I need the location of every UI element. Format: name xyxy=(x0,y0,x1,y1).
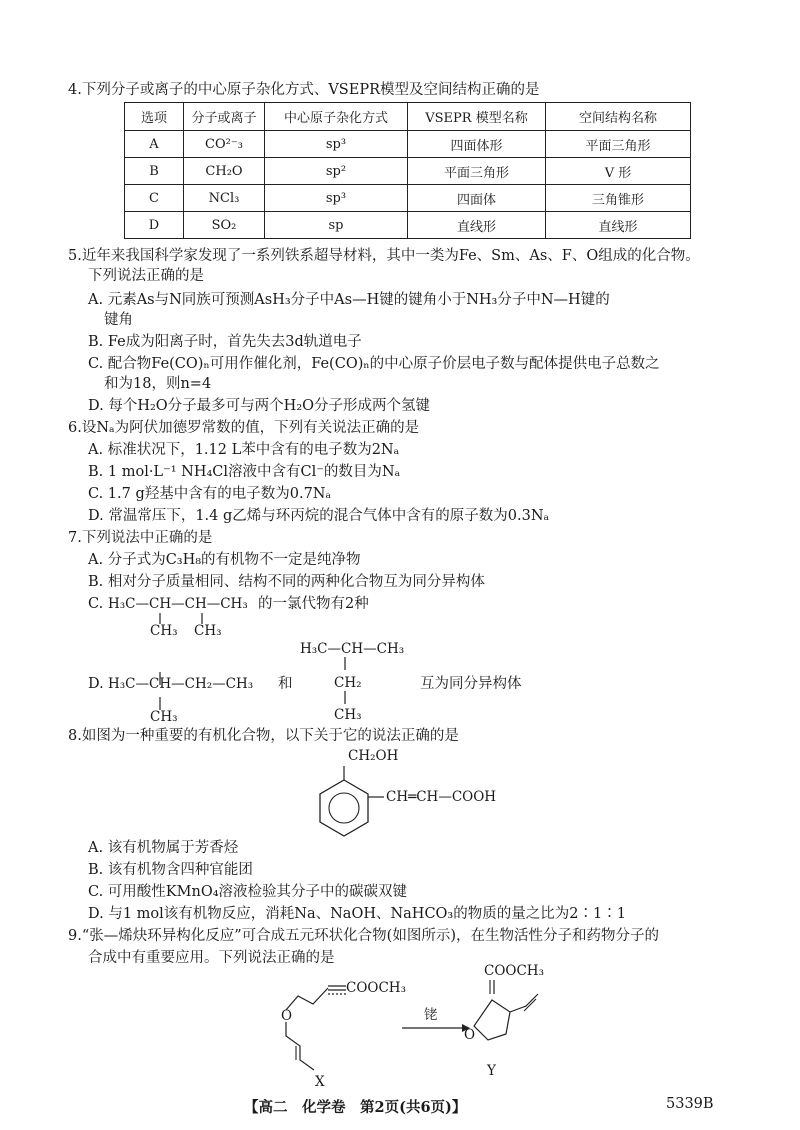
table-cell: 三角锥形 xyxy=(546,185,691,212)
q9-stem: 9.“张—烯炔环异构化反应”可合成五元环状化合物(如图所示)，在生物活性分子和药物分子的 xyxy=(68,928,659,944)
q5-option-a-cont: 键角 xyxy=(104,312,133,328)
q7-d-right-top: H₃C—CH—CH₃ xyxy=(300,641,405,657)
q5-stem-cont: 下列说法正确的是 xyxy=(88,268,204,284)
table-cell: B xyxy=(125,158,184,185)
table-header: 中心原子杂化方式 xyxy=(265,103,408,131)
q7-c-structure-chain: H₃C—CH—CH—CH₃ xyxy=(108,596,248,612)
table-cell: NCl₃ xyxy=(184,185,265,212)
q5-option-d: D. 每个H₂O分子最多可与两个H₂O分子形成两个氢键 xyxy=(88,398,431,414)
q6-option-a: A. 标准状况下，1.12 L苯中含有的电子数为2Nₐ xyxy=(88,442,400,458)
exam-code: 5339B xyxy=(666,1096,714,1112)
q9-y-oxygen: O xyxy=(464,1027,476,1043)
q7-c-substituent-2: CH₃ xyxy=(194,623,222,639)
q8-ch2oh-group: CH₂OH xyxy=(348,748,399,764)
q6-stem: 6.设Nₐ为阿伏加德罗常数的值，下列有关说法正确的是 xyxy=(68,420,420,436)
q7-option-d-label: D. xyxy=(88,676,104,692)
table-cell: CH₂O xyxy=(184,158,265,185)
q7-d-right-bottom: CH₃ xyxy=(334,707,362,723)
table-cell: 直线形 xyxy=(408,212,546,239)
table-cell: sp xyxy=(265,212,408,239)
q8-option-b: B. 该有机物含四种官能团 xyxy=(88,862,253,878)
q7-stem: 7.下列说法中正确的是 xyxy=(68,530,213,546)
q7-option-a: A. 分子式为C₃H₈的有机物不一定是纯净物 xyxy=(88,552,361,568)
q7-option-b: B. 相对分子质量相同、结构不同的两种化合物互为同分异构体 xyxy=(88,574,485,590)
page-footer: 【高二 化学卷 第2页(共6页)】 xyxy=(244,1099,467,1116)
table-cell: C xyxy=(125,185,184,212)
table-cell: SO₂ xyxy=(184,212,265,239)
table-cell: sp³ xyxy=(265,131,408,158)
q8-option-d: D. 与1 mol该有机物反应，消耗Na、NaOH、NaHCO₃的物质的量之比为2∶1∶1 xyxy=(88,906,626,922)
q8-stem: 8.如图为一种重要的有机化合物，以下关于它的说法正确的是 xyxy=(68,728,459,744)
table-cell: sp² xyxy=(265,158,408,185)
q7-c-substituent-1: CH₃ xyxy=(150,623,178,639)
q9-x-ester-group: COOCH₃ xyxy=(346,980,406,996)
q5-option-a: A. 元素As与N同族可预测AsH₃分子中As—H键的键角小于NH₃分子中N—H键的 xyxy=(88,292,610,308)
table-cell: 直线形 xyxy=(546,212,691,239)
table-cell: sp³ xyxy=(265,185,408,212)
q7-d-left-chain: H₃C—CH—CH₂—CH₃ xyxy=(108,676,254,692)
table-cell: D xyxy=(125,212,184,239)
q6-option-b: B. 1 mol·L⁻¹ NH₄Cl溶液中含有Cl⁻的数目为Nₐ xyxy=(88,464,401,480)
q7-d-and: 和 xyxy=(278,676,293,692)
q8-option-c: C. 可用酸性KMnO₄溶液检验其分子中的碳碳双键 xyxy=(88,884,408,900)
q8-option-a: A. 该有机物属于芳香烃 xyxy=(88,840,239,856)
q5-stem: 5.近年来我国科学家发现了一系列铁系超导材料，其中一类为Fe、Sm、As、F、O组成的化合物。 xyxy=(68,248,700,264)
q9-y-label: Y xyxy=(487,1063,496,1079)
table-cell: CO²⁻₃ xyxy=(184,131,265,158)
q9-catalyst: 铑 xyxy=(424,1007,438,1023)
table-cell: A xyxy=(125,131,184,158)
table-header: 选项 xyxy=(125,103,184,131)
q4-stem: 4.下列分子或离子的中心原子杂化方式、VSEPR模型及空间结构正确的是 xyxy=(68,82,540,98)
q8-side-chain: CH═CH—COOH xyxy=(386,789,497,805)
table-cell: 平面三角形 xyxy=(546,131,691,158)
q9-x-oxygen: O xyxy=(281,1008,293,1024)
table-header: 分子或离子 xyxy=(184,103,265,131)
q7-option-c-label: C. xyxy=(88,596,104,612)
table-header: 空间结构名称 xyxy=(546,103,691,131)
table-cell: 四面体形 xyxy=(408,131,546,158)
table-cell: 平面三角形 xyxy=(408,158,546,185)
q7-option-d-text: 互为同分异构体 xyxy=(420,676,522,692)
q9-y-ester-group: COOCH₃ xyxy=(484,963,544,979)
table-header: VSEPR 模型名称 xyxy=(408,103,546,131)
q7-d-left-substituent: CH₃ xyxy=(150,709,178,725)
q6-option-c: C. 1.7 g羟基中含有的电子数为0.7Nₐ xyxy=(88,486,332,502)
q9-x-label: X xyxy=(315,1074,325,1090)
table-cell: V 形 xyxy=(546,158,691,185)
q7-option-c-text: 的一氯代物有2种 xyxy=(258,596,369,612)
q5-option-c: C. 配合物Fe(CO)ₙ可用作催化剂，Fe(CO)ₙ的中心原子价层电子数与配体提供电子总数之 xyxy=(88,356,660,372)
q9-stem-cont: 合成中有重要应用。下列说法正确的是 xyxy=(88,950,335,966)
table-cell: 四面体 xyxy=(408,185,546,212)
q5-option-c-cont: 和为18，则n=4 xyxy=(104,376,212,392)
q6-option-d: D. 常温常压下，1.4 g乙烯与环丙烷的混合气体中含有的原子数为0.3Nₐ xyxy=(88,508,550,524)
q7-d-right-mid: CH₂ xyxy=(334,675,362,691)
q5-option-b: B. Fe成为阳离子时，首先失去3d轨道电子 xyxy=(88,334,362,350)
